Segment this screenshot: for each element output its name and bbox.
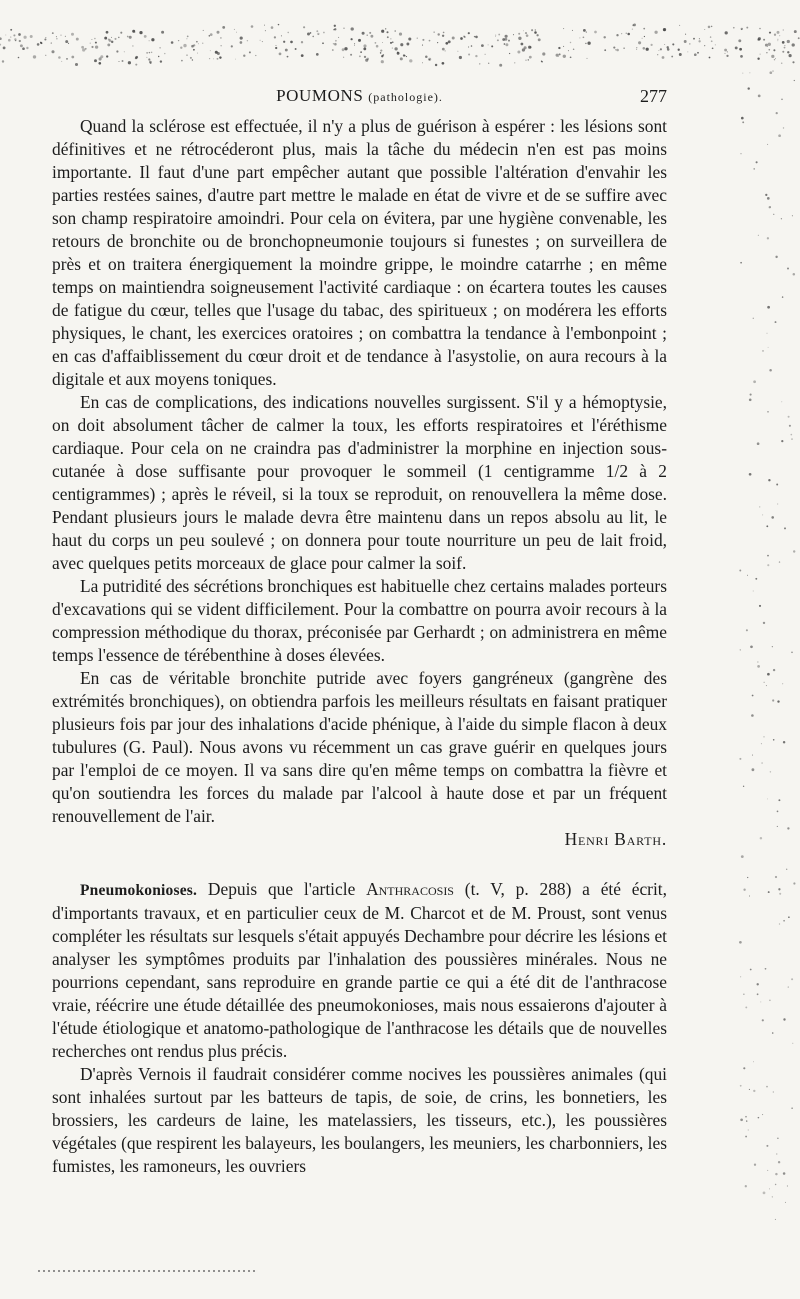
page-number: 277 (640, 86, 667, 106)
paragraph: La putridité des sécrétions bronchiques est habituelle chez certains malades porteurs d'excavations qui se vident difficilement. Pour la combattre on pourra avoir recours à la compression méthodique du thorax, préconisée par Gerhardt ; on administrera en même temps l'essence de térébenthine à doses élevées. (52, 576, 667, 665)
running-title-main: POUMONS (276, 86, 364, 105)
page-header (52, 86, 667, 110)
article-pneumokonioses (52, 878, 667, 1178)
running-title-subtitle: (pathologie). (368, 90, 443, 104)
paragraph: En cas de véritable bronchite putride avec foyers gangréneux (gangrène des extrémités bronchiques), on obtiendra parfois les meilleurs résultats en faisant pratiquer plusieurs fois par jour des inhalations d'acide phénique, à l'aide du simple flacon à deux tubulures (G. Paul). Nous avons vu récemment un cas grave guérir en quelques jours par l'emploi de ce moyen. Il va sans dire qu'en même temps on combattra la fièvre et qu'on soutiendra les forces du malade par l'alcool à haute dose et par un fréquent renouvellement de l'air. (52, 668, 667, 826)
scan-speckle-top (0, 0, 800, 72)
paragraph: D'après Vernois il faudrait considérer comme nocives les poussières animales (qui sont inhalées surtout par les batteurs de tapis, de soie, de crins, les bonnetiers, les brossiers, les cardeurs de laine, les matelassiers, les tisseurs, etc.), les poussières végétales (que respirent les balayeurs, les boulangers, les meuniers, les charbonniers, les fumistes, les ramoneurs, les ouvriers (52, 1064, 667, 1176)
scan-speckle-margin (730, 70, 800, 1220)
paragraph: En cas de complications, des indications nouvelles surgissent. S'il y a hémoptysie, on doit absolument tâcher de calmer la toux, les efforts respiratoires et l'éréthisme cardiaque. Pour cela on ne craindra pas d'administrer la morphine en injection sous-cutanée à dose suffisante pour provoquer le sommeil (1 centigramme 1/2 à 2 centigrammes) ; après le réveil, si la toux se reproduit, on renouvellera la même dose. Pendant plusieurs jours le malade devra être maintenu dans un repos absolu au lit, le haut du corps un peu soulevé ; on donnera pour toute nourriture un peu de lait froid, avec quelques petits morceaux de glace pour calmer la soif. (52, 392, 667, 573)
article-poumons-pathologie (52, 115, 667, 851)
paragraph: Quand la sclérose est effectuée, il n'y a plus de guérison à espérer : les lésions sont définitives et ne rétrocéderont plus, mais la tâche du médecin n'en est pas moins importante. Il faut d'une part empêcher autant que possible l'altération d'envahir les parties restées saines, d'autre part mettre le malade en état de vivre et de se suffire avec son champ respiratoire amoindri. Pour cela on évitera, par une hygiène convenable, les retours de bronchite ou de bronchopneumonie toujours si funestes ; on surveillera de près et on traitera énergiquement la moindre grippe, le moindre catarrhe ; en même temps on maintiendra soigneusement l'activité cardiaque : on écartera toutes les causes de fatigue du cœur, telles que l'usage du tabac, des spiritueux ; on modérera les efforts physiques, le chant, les exercices oratoires ; on combattra la tendance à l'embonpoint ; en cas d'affaiblissement du cœur droit et de tendance à l'asystolie, on aura recours à la digitale et aux moyens toniques. (52, 116, 667, 389)
running-title (52, 86, 667, 106)
paragraph-lead: Depuis que l'article (197, 879, 367, 899)
section-heading: Pneumokonioses. (80, 882, 198, 899)
cross-reference: Anthracosis (366, 879, 454, 899)
paragraph-rest: (t. V, p. 288) a été écrit, d'importants travaux, et en particulier ceux de M. Charcot et de M. Proust, sont venus compléter les résultats sur lesquels s'était appuyés Dechambre pour décrire les lésions et analyser les symptômes produits par l'inhalation des poussières minérales. Nous ne pourrions cependant, sans reproduire en grande partie ce qui a été dit de l'anthracose vraie, réécrire une étude détaillée des pneumokonioses, mais nous essaierons d'ajouter à l'étude étiologique et anatomo-pathologique de l'anthracose les détails que de nouvelles recherches ont rendus plus précis. (52, 879, 667, 1061)
footer-rule (38, 1268, 258, 1274)
author-signature: Henri Barth. (564, 829, 667, 849)
paragraph (52, 878, 667, 1063)
